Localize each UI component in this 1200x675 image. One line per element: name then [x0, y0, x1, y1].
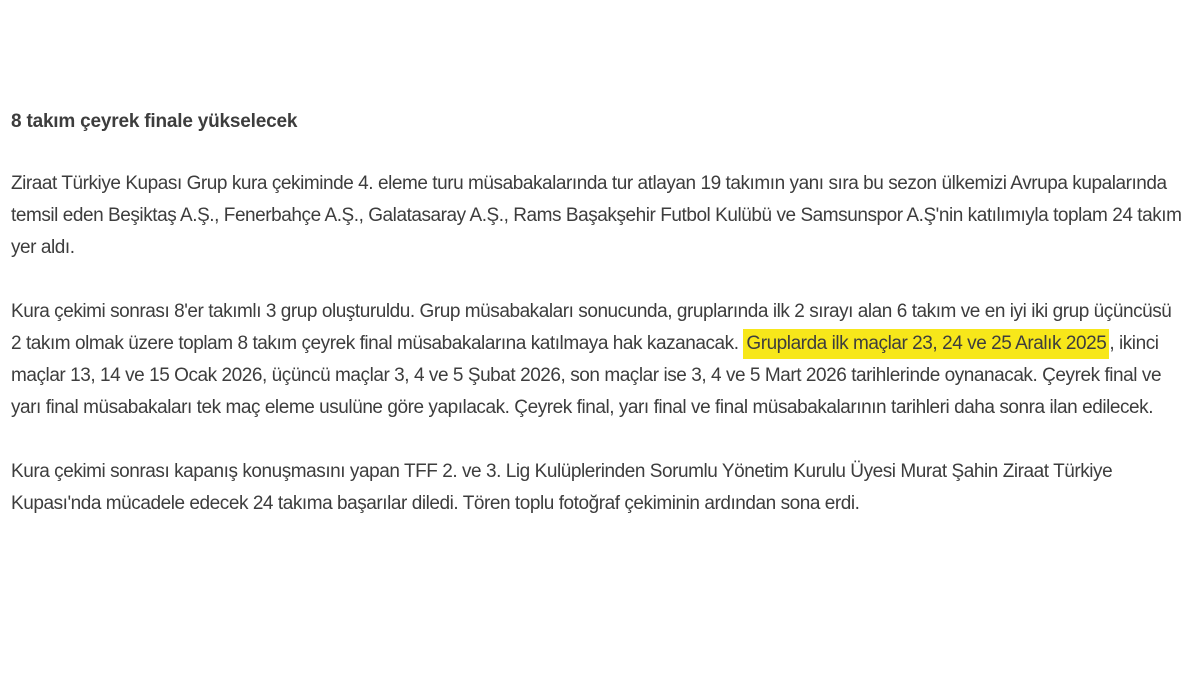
paragraph-closing — [11, 456, 1182, 520]
paragraph-participants-text: Ziraat Türkiye Kupası Grup kura çekiminde 4. eleme turu müsabakalarında tur atlayan 19 takımın yanı sıra bu sezon ülkemizi Avrupa kupalarında temsil eden Beşiktaş A.Ş., Fenerbahçe A.Ş., Galatasaray A.Ş., Rams Başakşehir Futbol Kulübü ve Samsunspor A.Ş'nin katılımıyla toplam 24 takım yer aldı. — [11, 173, 1182, 258]
paragraph-schedule — [11, 296, 1182, 424]
paragraph-closing-text: Kura çekimi sonrası kapanış konuşmasını yapan TFF 2. ve 3. Lig Kulüplerinden Sorumlu Yönetim Kurulu Üyesi Murat Şahin Ziraat Türkiye Kupası'nda mücadele edecek 24 takıma başarılar diledi. Tören toplu fotoğraf çekiminin ardından sona erdi. — [11, 461, 1113, 514]
paragraph-participants — [11, 168, 1182, 264]
paragraph-schedule-text-after-highlight: , ikinci maçlar 13, 14 ve 15 Ocak 2026, üçüncü maçlar 3, 4 ve 5 Şubat 2026, son maçlar ise 3, 4 ve 5 Mart 2026 tarihlerinde oynanacak. Çeyrek final ve yarı final müsabakaları tek maç eleme usulüne göre yapılacak. Çeyrek final, yarı final ve final müsabakalarının tarihleri daha sonra ilan edilecek. — [11, 333, 1162, 418]
highlighted-dates-text: Gruplarda ilk maçlar 23, 24 ve 25 Aralık 2025 — [743, 329, 1109, 359]
paragraph-schedule-text-before-highlight: Kura çekimi sonrası 8'er takımlı 3 grup oluşturuldu. Grup müsabakaları sonucunda, gruplarında ilk 2 sırayı alan 6 takım ve en iyi iki grup üçüncüsü 2 takım olmak üzere toplam 8 takım çeyrek final müsabakalarına katılmaya hak kazanacak. — [11, 301, 1172, 354]
article-heading: 8 takım çeyrek finale yükselecek — [11, 111, 298, 132]
